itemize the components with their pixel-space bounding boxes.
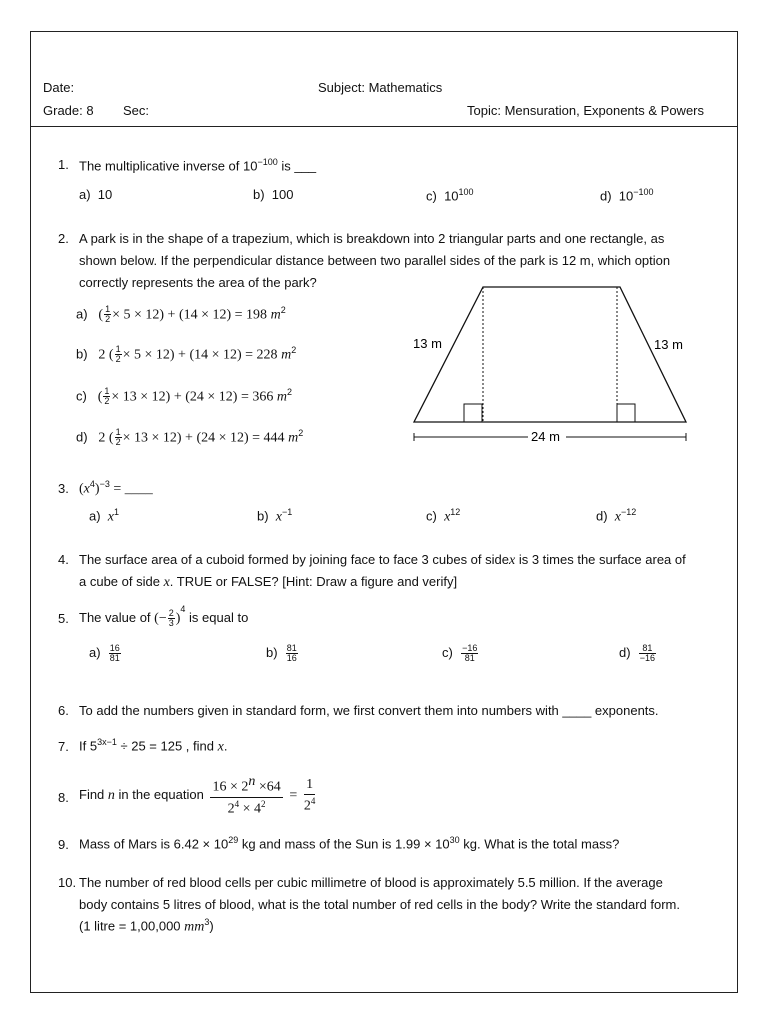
q9-number: 9. [58,837,69,852]
q3-option-c: c) $x^{12}$ [426,507,461,525]
q2-option-c: c) ( $\frac{1}{2}$ × 13 × 12) + (24 × 12) = 366 $m^2$ [76,386,292,407]
q8-number: 8. [58,790,69,805]
grade-label: Grade: 8 [43,103,94,118]
q2-option-d: d) 2 ( $\frac{1}{2}$ × 13 × 12) + (24 × 12) = 444 $m^2$ [76,427,304,448]
q3-expression: $(x^4)^{-3}$ = ____ [79,479,153,497]
q10-text-line1: The number of red blood cells per cubic millimetre of blood is approximately 5.5 million. If the average [79,875,663,890]
q5-option-d: d) $\frac{81}{-16}$ [619,643,656,663]
q5-option-a: a) $\frac{16}{81}$ [89,643,120,663]
q3-number: 3. [58,481,69,496]
topic-label: Topic: Mensuration, Exponents & Powers [467,103,705,118]
q10-number: 10. [58,875,77,890]
q7-text: If $5^{3x-1} \div 25 = 125$ , find x. [79,737,228,755]
right-right-angle-mark [617,404,635,422]
q1-option-b: b) 100 [253,187,294,202]
q4-text-line2: a cube of side x. TRUE or FALSE? [Hint: Draw a figure and verify] [79,574,458,590]
q3-option-d: d) $x^{-12}$ [596,507,637,525]
date-label: Date: [43,80,75,95]
q9-text: Mass of Mars is $6.42 \times 10^{29}$ kg and mass of the Sun is $1.99 \times 10^{30}$ kg. What is the total mass? [79,835,620,852]
q7-number: 7. [58,739,69,754]
q1-number: 1. [58,157,69,172]
trapezium-outline [414,287,686,422]
q10-text-line3: (1 litre = 1,00,000 $mm^3$) [79,917,214,935]
q1-option-a: a) 10 [79,187,113,202]
q3-option-b: b) $x^{-1}$ [257,507,293,525]
q2-number: 2. [58,231,69,246]
right-side-label: 13 m [654,337,683,352]
q4-number: 4. [58,552,69,567]
left-right-angle-mark [464,404,482,422]
q5-option-b: b) $\frac{81}{16}$ [266,643,297,663]
q4-text-line1: The surface area of a cuboid formed by joining face to face 3 cubes of sidex is 3 times the surface area of [79,552,686,568]
left-side-label: 13 m [413,336,442,351]
q2-text-line1: A park is in the shape of a trapezium, which is breakdown into 2 triangular parts and one rectangle, as [79,231,665,246]
q5-option-c: c) $\frac{-16}{81}$ [442,643,478,663]
q10-text-line2: body contains 5 litres of blood, what is the total number of red cells in the body? Write the standard form. [79,897,680,912]
q2-text-line3: correctly represents the area of the park? [79,275,317,290]
subject-label: Subject: Mathematics [318,80,443,95]
header-divider [30,126,738,127]
q2-option-a: a) ( $\frac{1}{2}$ × 5 × 12) + (14 × 12) = 198 $m^2$ [76,304,286,325]
q3-option-a: a) $x^1$ [89,507,120,525]
trapezium-figure [405,280,705,450]
q1-option-c: c) $10^{100}$ [426,187,474,204]
q5-text: The value of (− $\frac{2}{3}$ )$^4$ is equal to [79,604,249,629]
q2-text-line2: shown below. If the perpendicular distance between two parallel sides of the park is 12 m, which option [79,253,671,268]
q1-text: The multiplicative inverse of $10^{-100}$ is ___ [79,157,317,174]
base-label: 24 m [531,429,560,444]
q6-number: 6. [58,703,69,718]
q8-text: Find n in the equation $\frac{16 \times 2^n \times 64}{2^4 \times 4^2}$ = $\frac{1}{2^4}$ [79,774,316,817]
q1-option-d: d) $10^{-100}$ [600,187,654,204]
section-label: Sec: [123,103,150,118]
q2-option-b: b) 2 ( $\frac{1}{2}$ × 5 × 12) + (14 × 12) = 228 $m^2$ [76,344,297,365]
q5-number: 5. [58,611,69,626]
q6-text: To add the numbers given in standard form, we first convert them into numbers with ____ exponents. [79,703,659,718]
